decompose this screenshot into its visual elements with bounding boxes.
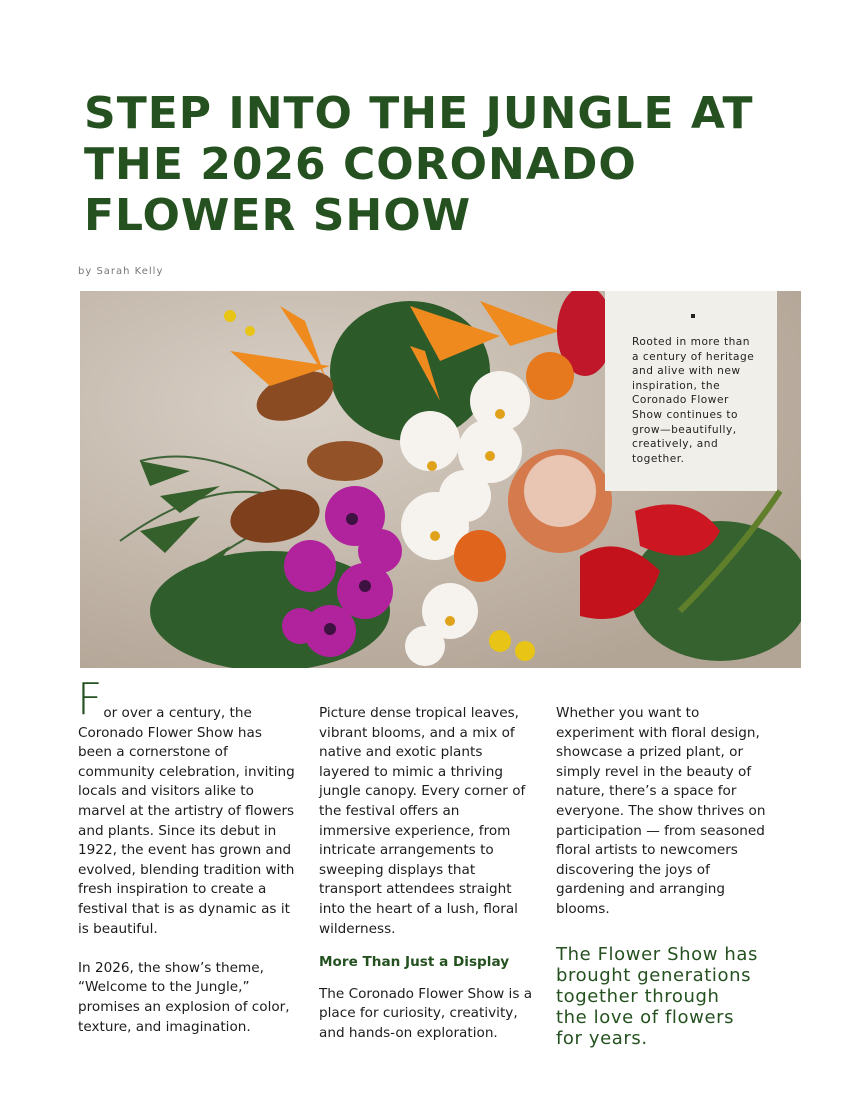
paragraph: Picture dense tropical leaves, vibrant blooms, and a mix of native and exotic plants layered to mimic a thriving jungle canopy. Every corner of the festival offers an immersive experience, from intricate arrangements to sweeping displays that transport attendees straight into the heart of a lush, floral wilderness.	[319, 705, 526, 937]
pull-quote	[556, 944, 774, 1049]
pull-quote-line: brought generations	[556, 964, 752, 986]
article-column-1	[77, 674, 296, 1037]
article-column-3	[556, 704, 774, 1049]
drop-cap: F	[77, 674, 103, 725]
article-column-2	[319, 704, 535, 1044]
paragraph: In 2026, the show’s theme, “Welcome to the Jungle,” promises an explosion of color, texture, and imagination.	[78, 959, 290, 1035]
byline: by Sarah Kelly	[78, 266, 164, 277]
paragraph-gap	[78, 939, 296, 959]
bullet-dot-icon	[691, 314, 695, 318]
sidebar-text: Rooted in more than a century of heritage and alive with new inspiration, the Coronado Flower Show continues to grow—beautifully, creatively, and together.	[632, 336, 755, 465]
pull-quote-line: the love of flowers	[556, 1006, 735, 1028]
article-title	[84, 88, 804, 241]
pull-quote-line: for years.	[556, 1027, 648, 1049]
title-line: STEP INTO THE JUNGLE AT	[84, 88, 754, 139]
title-line: THE 2026 CORONADO	[84, 139, 637, 190]
sidebar-callout	[605, 291, 777, 491]
pull-quote-line: The Flower Show has	[556, 943, 758, 965]
paragraph-text: or over a century, the Coronado Flower Show has been a cornerstone of community celebration, inviting locals and visitors alike to marvel at the artistry of flowers and plants. Since its debut in 1922, the event has grown and evolved, blending tradition with fresh inspiration to create a festival that is as dynamic as it is beautiful.	[78, 705, 295, 937]
paragraph	[77, 674, 296, 939]
paragraph: The Coronado Flower Show is a place for curiosity, creativity, and hands-on exploration.	[319, 985, 533, 1041]
section-subheading: More Than Just a Display	[319, 954, 510, 971]
pull-quote-line: together through	[556, 985, 720, 1007]
paragraph: Whether you want to experiment with floral design, showcase a prized plant, or simply revel in the beauty of nature, there’s a space for everyone. The show thrives on participation — from seasoned floral artists to newcomers discovering the joys of gardening and arranging blooms.	[556, 705, 766, 917]
dropcap-spacer	[78, 680, 296, 704]
title-line: FLOWER SHOW	[84, 190, 472, 241]
